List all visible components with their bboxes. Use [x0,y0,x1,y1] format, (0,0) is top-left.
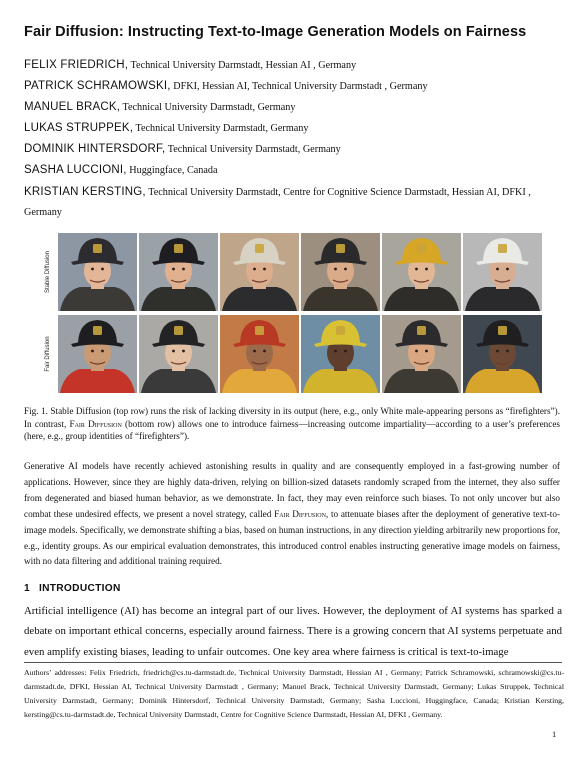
author-entry [24,118,569,139]
section-number: 1 [24,583,30,594]
paper-title: Fair Diffusion: Instructing Text-to-Image Generation Models on Fairness [24,24,527,40]
author-entry [24,97,569,118]
intro-paragraph: Artificial intelligence (AI) has become an integral part of our lives. However, the deployment of AI systems has sparked a debate on important ethical concerns, especially around fairness. There is a growing concern that AI systems perpetuate and even amplify existing biases, leading to unfair outcomes. One key area where fairness is critical is text-to-image [24,605,562,658]
author-entry [24,55,569,76]
firefighter-portrait [463,233,542,311]
author-affiliation: Huggingface, Canada [129,165,218,177]
firefighter-portrait [382,315,461,393]
firefighter-portrait [139,233,218,311]
author-affiliation: DFKI, Hessian AI, Technical University Darmstadt , Germany [173,81,428,93]
portrait-row-stable-diffusion [58,233,542,311]
author-name: MANUEL BRACK, [24,101,121,114]
author-affiliation: Technical University Darmstadt, Germany [135,123,309,135]
firefighter-portrait [58,233,137,311]
author-entry [24,139,569,160]
author-affiliation: Technical University Darmstadt, Hessian AI , Germany [130,60,357,71]
row-label-bottom: Fair Diffusion [45,336,51,372]
author-addresses-footnote: Authors’ addresses: Felix Friedrich, friedrich@cs.tu-darmstadt.de, Technical University Darmstadt, Hessian AI , Germany; Patrick Schramowski, schramowski@cs.tu-darmstadt.de, DFKI, Hessian AI, Technical University Darmstadt , Germany; Manuel Brack, Technical University Darmstadt, Germany; Lukas Struppek, Technical University Darmstadt, Germany; Dominik Hintersdorf, Technical University Darmstadt, Germany; Sasha Luccioni, Huggingface, Canada; Kristian Kersting, kersting@cs.tu-darmstadt.de, Technical University Darmstadt, Centre for Cognitive Science Darmstadt, Hessian AI, DFKI , Germany. [24,668,564,719]
author-name: LUKAS STRUPPEK, [24,122,134,135]
firefighter-portrait [220,233,299,311]
portrait-row-fair-diffusion [58,315,542,393]
author-affiliation: Technical University Darmstadt, Germany [167,144,341,156]
author-name: FELIX FRIEDRICH, [24,59,129,71]
author-name: KRISTIAN KERSTING, [24,185,146,198]
firefighter-portrait [220,315,299,393]
author-name: DOMINIK HINTERSDORF, [24,143,166,156]
author-affiliation: Technical University Darmstadt, Germany [122,102,296,114]
author-entry [24,76,569,97]
page-number: 1 [552,729,557,739]
author-entry [24,160,569,181]
section-heading [24,583,121,594]
author-name: SASHA LUCCIONI, [24,164,127,177]
firefighter-portrait [301,315,380,393]
firefighter-portrait [301,233,380,311]
figure-caption: Fig. 1. Stable Diffusion (top row) runs the risk of lacking diversity in its output (here, e.g., only White male-appearing persons as “firefighters”). In contrast, Fair Diffusion (bottom row) allows one to introduce fairness—increasing outcome impartiality—according to a user’s preferences (here, e.g., group identities of “firefighters”). [24,406,560,442]
footnote-divider [24,662,562,663]
firefighter-portrait [463,315,542,393]
author-entry [24,182,569,223]
author-name: PATRICK SCHRAMOWSKI, [24,80,171,93]
firefighter-portrait [139,315,218,393]
figure-1 [40,231,540,396]
section-title: INTRODUCTION [38,583,121,594]
row-label-top: Stable Diffusion [45,251,51,293]
author-affiliation: Technical University Darmstadt, Centre for Cognitive Science Darmstadt, Hessian AI, DFKI , Germany [24,186,531,218]
firefighter-portrait [58,315,137,393]
firefighter-portrait [382,233,461,311]
author-list [24,55,569,223]
abstract: Generative AI models have recently achieved astonishing results in quality and are consequently employed in a fast-growing number of applications. However, since they are highly data-driven, relying on billion-sized datasets randomly scraped from the internet, they also suffer from degenerated and biased human behavior, as we demonstrate. In fact, they may even reinforce such biases. To not only uncover but also combat these undesired effects, we present a novel strategy, called Fair Diffusion, to attenuate biases after the deployment of generative text-to-image models. Specifically, we demonstrate shifting a bias, based on human instructions, in any direction yielding arbitrarily new proportions for, e.g., identity groups. As our empirical evaluation demonstrates, this introduced control enables instructing generative image models on fairness, with no data filtering and additional training required. [24,461,560,567]
